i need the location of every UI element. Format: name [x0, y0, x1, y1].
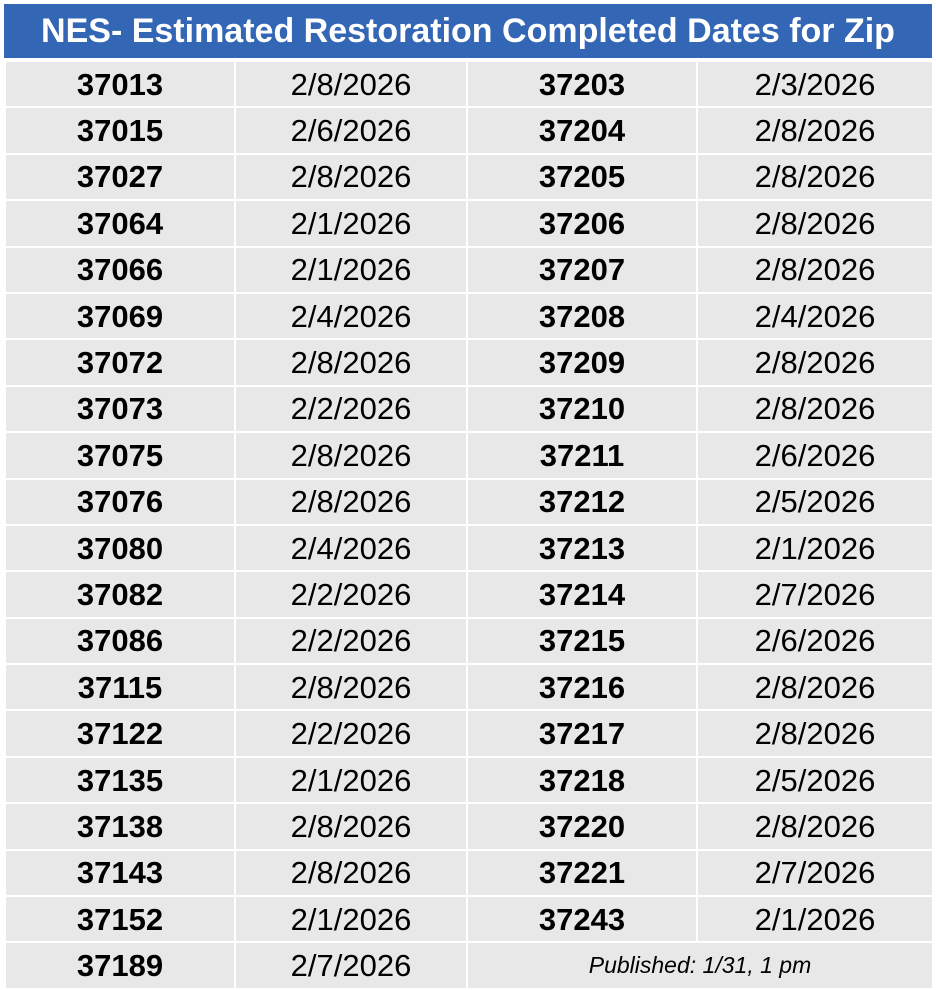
- restoration-date-cell: 2/8/2026: [697, 247, 933, 293]
- restoration-date-cell: 2/8/2026: [235, 339, 467, 385]
- zip-code-cell: 37013: [5, 61, 235, 107]
- table-row: [5, 664, 933, 710]
- zip-code-cell: 37221: [467, 850, 697, 896]
- zip-code-cell: 37064: [5, 200, 235, 246]
- restoration-date-cell: 2/8/2026: [235, 850, 467, 896]
- table-row: [5, 618, 933, 664]
- zip-code-cell: 37076: [5, 479, 235, 525]
- zip-code-cell: 37210: [467, 386, 697, 432]
- table-row: [5, 432, 933, 478]
- table-row: [5, 803, 933, 849]
- zip-code-cell: 37220: [467, 803, 697, 849]
- restoration-date-cell: 2/1/2026: [235, 247, 467, 293]
- restoration-date-cell: 2/8/2026: [235, 154, 467, 200]
- table-row: [5, 479, 933, 525]
- table-row: [5, 850, 933, 896]
- zip-code-cell: 37027: [5, 154, 235, 200]
- restoration-date-cell: 2/8/2026: [697, 664, 933, 710]
- restoration-date-cell: 2/8/2026: [697, 154, 933, 200]
- restoration-date-cell: 2/4/2026: [697, 293, 933, 339]
- table-row: [5, 386, 933, 432]
- table-body: [5, 61, 933, 989]
- restoration-date-cell: 2/2/2026: [235, 386, 467, 432]
- zip-code-cell: 37143: [5, 850, 235, 896]
- restoration-date-cell: 2/1/2026: [235, 757, 467, 803]
- table-row: [5, 154, 933, 200]
- restoration-date-cell: 2/5/2026: [697, 757, 933, 803]
- restoration-date-cell: 2/8/2026: [697, 339, 933, 385]
- restoration-date-cell: 2/6/2026: [697, 618, 933, 664]
- zip-code-cell: 37243: [467, 896, 697, 942]
- zip-code-cell: 37082: [5, 571, 235, 617]
- zip-code-cell: 37122: [5, 710, 235, 756]
- table-row: [5, 293, 933, 339]
- restoration-date-cell: 2/8/2026: [235, 803, 467, 849]
- zip-code-cell: 37152: [5, 896, 235, 942]
- zip-code-cell: 37207: [467, 247, 697, 293]
- restoration-date-cell: 2/8/2026: [235, 61, 467, 107]
- zip-code-cell: 37072: [5, 339, 235, 385]
- zip-code-cell: 37080: [5, 525, 235, 571]
- restoration-date-cell: 2/7/2026: [697, 850, 933, 896]
- restoration-date-cell: 2/3/2026: [697, 61, 933, 107]
- restoration-date-cell: 2/1/2026: [697, 896, 933, 942]
- table-row: [5, 757, 933, 803]
- restoration-date-cell: 2/8/2026: [697, 710, 933, 756]
- table-row: [5, 525, 933, 571]
- restoration-date-cell: 2/7/2026: [697, 571, 933, 617]
- zip-code-cell: 37189: [5, 942, 235, 988]
- table-row: [5, 339, 933, 385]
- restoration-date-cell: 2/6/2026: [235, 107, 467, 153]
- zip-code-cell: 37086: [5, 618, 235, 664]
- restoration-dates-table: [4, 60, 934, 990]
- restoration-date-cell: 2/2/2026: [235, 710, 467, 756]
- restoration-date-cell: 2/8/2026: [235, 432, 467, 478]
- zip-code-cell: 37205: [467, 154, 697, 200]
- table-row: [5, 710, 933, 756]
- restoration-date-cell: 2/8/2026: [697, 200, 933, 246]
- restoration-date-cell: 2/6/2026: [697, 432, 933, 478]
- restoration-date-cell: 2/5/2026: [697, 479, 933, 525]
- published-note: Published: 1/31, 1 pm: [467, 942, 933, 988]
- zip-code-cell: 37213: [467, 525, 697, 571]
- table-row: [5, 942, 933, 988]
- zip-code-cell: 37066: [5, 247, 235, 293]
- table-title: NES- Estimated Restoration Completed Dates for Zip: [4, 4, 932, 58]
- restoration-date-cell: 2/8/2026: [697, 386, 933, 432]
- restoration-date-cell: 2/8/2026: [235, 479, 467, 525]
- restoration-date-cell: 2/2/2026: [235, 571, 467, 617]
- restoration-date-cell: 2/8/2026: [697, 107, 933, 153]
- zip-code-cell: 37135: [5, 757, 235, 803]
- restoration-date-cell: 2/7/2026: [235, 942, 467, 988]
- restoration-date-cell: 2/1/2026: [235, 200, 467, 246]
- zip-code-cell: 37212: [467, 479, 697, 525]
- table-row: [5, 61, 933, 107]
- restoration-date-cell: 2/4/2026: [235, 525, 467, 571]
- zip-code-cell: 37015: [5, 107, 235, 153]
- zip-code-cell: 37214: [467, 571, 697, 617]
- table-row: [5, 896, 933, 942]
- zip-code-cell: 37075: [5, 432, 235, 478]
- zip-code-cell: 37215: [467, 618, 697, 664]
- table-row: [5, 107, 933, 153]
- restoration-date-cell: 2/1/2026: [697, 525, 933, 571]
- zip-code-cell: 37206: [467, 200, 697, 246]
- restoration-date-cell: 2/1/2026: [235, 896, 467, 942]
- zip-code-cell: 37209: [467, 339, 697, 385]
- table-row: [5, 200, 933, 246]
- restoration-date-cell: 2/4/2026: [235, 293, 467, 339]
- zip-code-cell: 37211: [467, 432, 697, 478]
- restoration-date-cell: 2/2/2026: [235, 618, 467, 664]
- zip-code-cell: 37069: [5, 293, 235, 339]
- zip-code-cell: 37073: [5, 386, 235, 432]
- table-row: [5, 571, 933, 617]
- restoration-date-cell: 2/8/2026: [235, 664, 467, 710]
- zip-code-cell: 37138: [5, 803, 235, 849]
- zip-code-cell: 37203: [467, 61, 697, 107]
- zip-code-cell: 37218: [467, 757, 697, 803]
- restoration-date-cell: 2/8/2026: [697, 803, 933, 849]
- zip-code-cell: 37217: [467, 710, 697, 756]
- zip-code-cell: 37208: [467, 293, 697, 339]
- zip-code-cell: 37216: [467, 664, 697, 710]
- table-row: [5, 247, 933, 293]
- zip-code-cell: 37115: [5, 664, 235, 710]
- zip-code-cell: 37204: [467, 107, 697, 153]
